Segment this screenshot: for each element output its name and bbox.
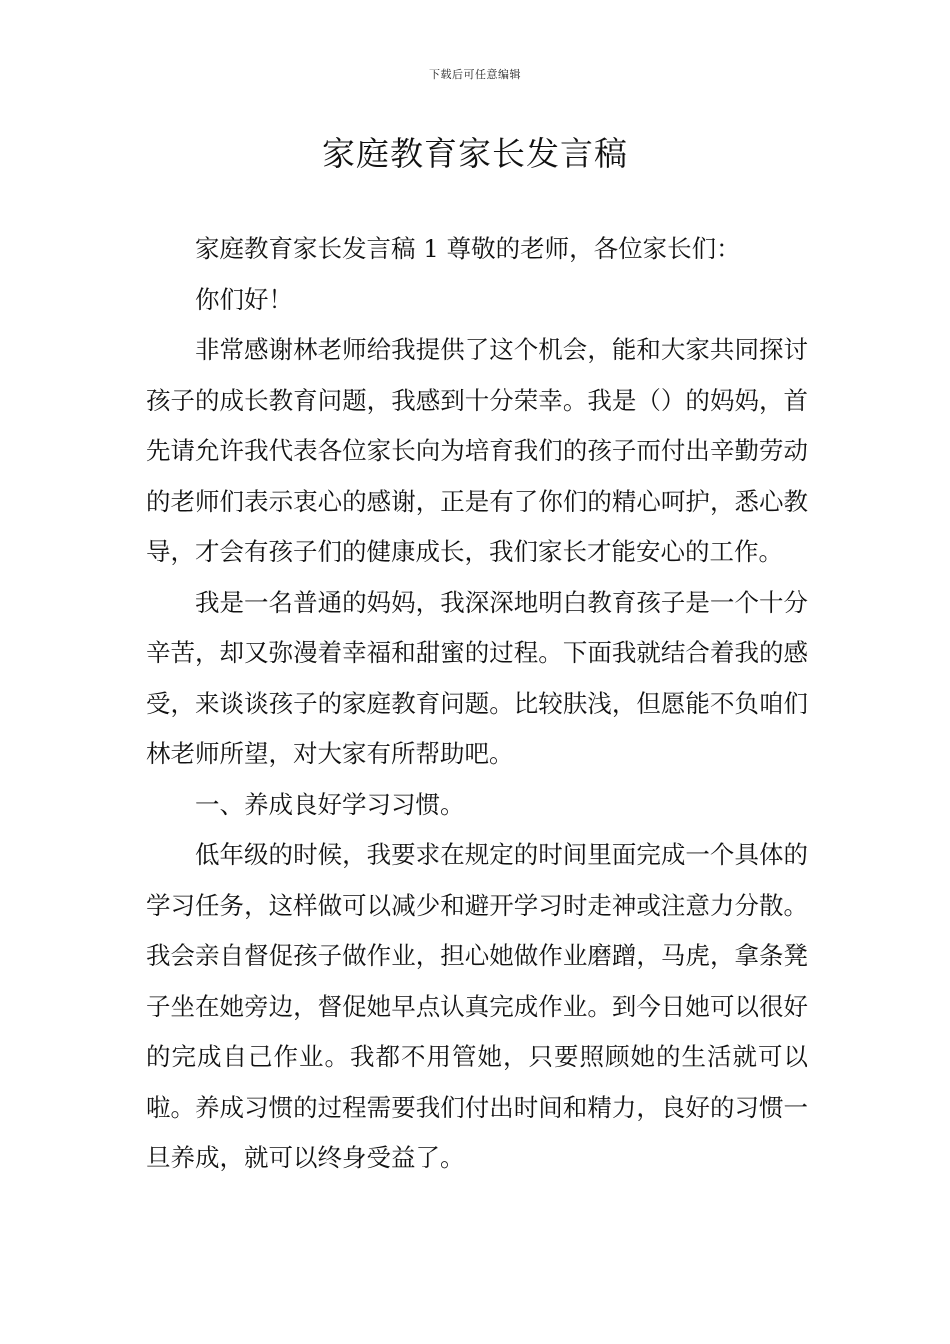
header-note: 下载后可任意编辑 (429, 68, 521, 81)
paragraph-introduction: 我是一名普通的妈妈，我深深地明白教育孩子是一个十分辛苦，却又弥漫着幸福和甜蜜的过程。下面我就结合着我的感受，来谈谈孩子的家庭教育问题。比较肤浅，但愿能不负咱们林老师所望，对大家有所帮助吧。 (146, 587, 808, 768)
paragraph-thanks: 非常感谢林老师给我提供了这个机会，能和大家共同探讨孩子的成长教育问题，我感到十分荣幸。我是（）的妈妈，首先请允许我代表各位家长向为培育我们的孩子而付出辛勤劳动的老师们表示衷心的感谢，正是有了你们的精心呵护，悉心教导，才会有孩子们的健康成长，我们家长才能安心的工作。 (146, 335, 808, 566)
paragraph-habits: 低年级的时候，我要求在规定的时间里面完成一个具体的学习任务，这样做可以减少和避开学习时走神或注意力分散。我会亲自督促孩子做作业，担心她做作业磨蹭，马虎，拿条凳子坐在她旁边，督促她早点认真完成作业。到今日她可以很好的完成自己作业。我都不用管她，只要照顾她的生活就可以啦。养成习惯的过程需要我们付出时间和精力，良好的习惯一旦养成，就可以终身受益了。 (146, 840, 808, 1172)
paragraph-greeting-line: 家庭教育家长发言稿 1 尊敬的老师，各位家长们： (195, 234, 741, 263)
document-title: 家庭教育家长发言稿 (322, 134, 628, 173)
document-body (146, 224, 808, 1184)
section-heading-habits: 一、养成良好学习习惯。 (195, 789, 465, 819)
paragraph-hello: 你们好！ (195, 284, 293, 314)
